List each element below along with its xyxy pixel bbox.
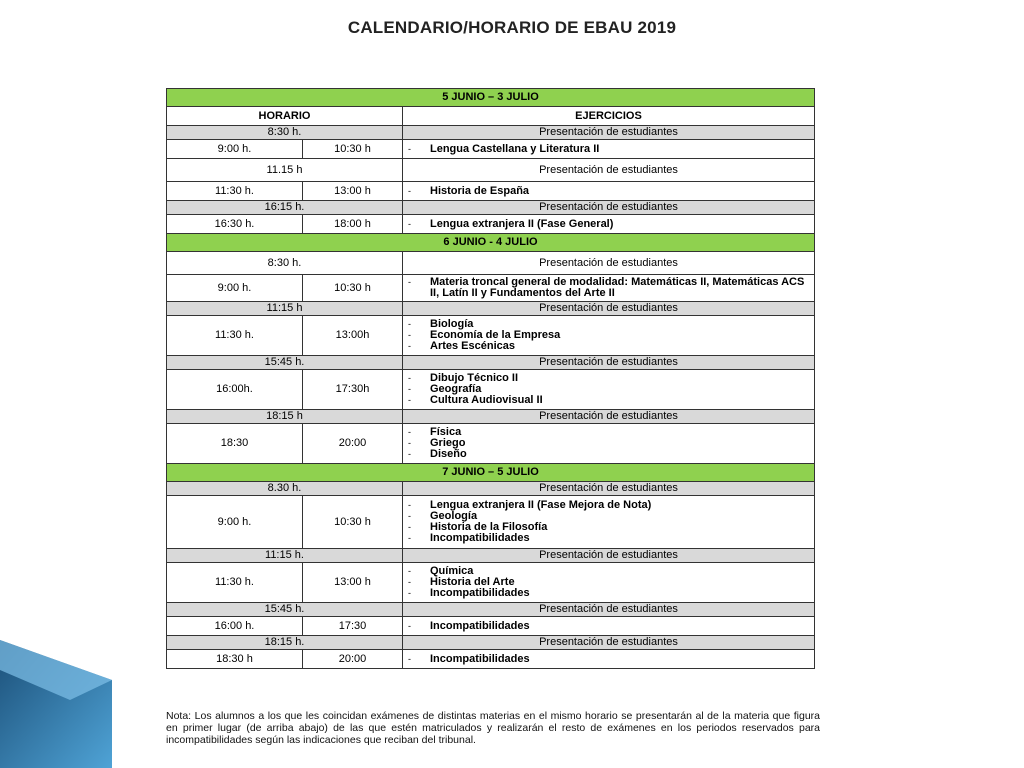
exam-start-time: 16:30 h. (167, 215, 303, 234)
subject-name: Artes Escénicas (430, 340, 515, 352)
bullet-mark: - (408, 577, 411, 587)
presentation-text: Presentación de estudiantes (403, 126, 815, 140)
subject-name: Griego (430, 437, 466, 449)
presentation-row (167, 252, 815, 275)
presentation-text: Presentación de estudiantes (403, 603, 815, 617)
bullet-mark: - (408, 566, 411, 576)
bullet-mark: - (408, 500, 411, 510)
exam-row (167, 370, 815, 410)
presentation-row (167, 159, 815, 182)
exam-subjects (403, 617, 815, 636)
exam-start-time: 11:30 h. (167, 316, 303, 356)
date-header-row (167, 234, 815, 252)
subject-name: Geografía (430, 383, 482, 395)
presentation-time: 11.15 h (167, 159, 403, 182)
presentation-time: 11:15 h (167, 302, 403, 316)
subject-name: Física (430, 426, 462, 438)
subject-name: Diseño (430, 448, 467, 460)
subject-item (406, 395, 811, 406)
bullet-mark: - (408, 588, 411, 598)
exam-start-time: 18:30 (167, 424, 303, 464)
bullet-mark: - (408, 438, 411, 448)
presentation-row (167, 302, 815, 316)
date-header-row (167, 464, 815, 482)
presentation-time: 11:15 h. (167, 549, 403, 563)
presentation-text: Presentación de estudiantes (403, 302, 815, 316)
exam-row (167, 650, 815, 669)
subject-item (406, 427, 811, 438)
horario-header: HORARIO (167, 107, 403, 126)
exam-end-time: 10:30 h (303, 275, 403, 302)
exam-subjects (403, 370, 815, 410)
exam-end-time: 17:30h (303, 370, 403, 410)
exam-row (167, 215, 815, 234)
exam-start-time: 11:30 h. (167, 563, 303, 603)
exam-subjects (403, 650, 815, 669)
subject-item (406, 219, 811, 230)
schedule-body (167, 89, 815, 669)
exam-start-time: 18:30 h (167, 650, 303, 669)
bullet-mark: - (408, 143, 411, 154)
exam-end-time: 17:30 (303, 617, 403, 636)
slide-decoration (0, 600, 112, 768)
exam-end-time: 13:00h (303, 316, 403, 356)
footnote: Nota: Los alumnos a los que les coincidan exámenes de distintas materias en el mismo horario se presentarán al de la materia que figura en primer lugar (de arriba abajo) de las que estén matriculados y realizarán el resto de exámenes en los periodos reservados para incompatibilidades según las indicaciones que reciban del tribunal. (166, 710, 820, 746)
subject-name: Biología (430, 318, 474, 330)
presentation-row (167, 356, 815, 370)
subject-item (406, 654, 811, 665)
bullet-mark: - (408, 427, 411, 437)
bullet-mark: - (408, 653, 411, 664)
exam-end-time: 20:00 (303, 424, 403, 464)
presentation-time: 18:15 h (167, 410, 403, 424)
subject-name: Cultura Audiovisual II (430, 394, 543, 406)
bullet-mark: - (408, 218, 411, 229)
presentation-text: Presentación de estudiantes (403, 356, 815, 370)
exam-row (167, 275, 815, 302)
exam-start-time: 16:00h. (167, 370, 303, 410)
exam-subjects (403, 275, 815, 302)
exam-subjects (403, 316, 815, 356)
subject-name: Materia troncal general de modalidad: Matemáticas II, Matemáticas ACS II, Latín II y Fundamentos del Arte II (430, 276, 805, 299)
subject-name: Incompatibilidades (430, 619, 530, 632)
subject-item (406, 186, 811, 197)
presentation-row (167, 201, 815, 215)
subject-name: Incompatibilidades (430, 652, 530, 665)
date-header: 6 JUNIO - 4 JULIO (167, 234, 815, 252)
subject-item (406, 449, 811, 460)
presentation-text: Presentación de estudiantes (403, 482, 815, 496)
subject-item (406, 341, 811, 352)
exam-start-time: 9:00 h. (167, 275, 303, 302)
bullet-mark: - (408, 522, 411, 532)
presentation-row (167, 482, 815, 496)
exam-subjects (403, 182, 815, 201)
exam-subjects (403, 140, 815, 159)
subject-name: Historia del Arte (430, 576, 515, 588)
bullet-mark: - (408, 395, 411, 405)
exam-subjects (403, 215, 815, 234)
exam-start-time: 11:30 h. (167, 182, 303, 201)
presentation-time: 8.30 h. (167, 482, 403, 496)
presentation-text: Presentación de estudiantes (403, 252, 815, 275)
exam-start-time: 9:00 h. (167, 140, 303, 159)
subject-item (406, 144, 811, 155)
bullet-mark: - (408, 449, 411, 459)
bullet-mark: - (408, 384, 411, 394)
subject-item (406, 621, 811, 632)
exam-end-time: 10:30 h (303, 496, 403, 549)
presentation-text: Presentación de estudiantes (403, 159, 815, 182)
exam-row (167, 496, 815, 549)
subject-name: Lengua extranjera II (Fase Mejora de Nota) (430, 499, 652, 511)
subject-name: Historia de España (430, 184, 530, 197)
exam-end-time: 20:00 (303, 650, 403, 669)
subject-name: Química (430, 565, 474, 577)
exam-end-time: 18:00 h (303, 215, 403, 234)
bullet-mark: - (408, 533, 411, 543)
subject-item (406, 533, 811, 544)
presentation-time: 15:45 h. (167, 356, 403, 370)
presentation-row (167, 126, 815, 140)
bullet-mark: - (408, 511, 411, 521)
exam-end-time: 13:00 h (303, 182, 403, 201)
subject-name: Lengua extranjera II (Fase General) (430, 217, 614, 230)
exam-end-time: 13:00 h (303, 563, 403, 603)
presentation-text: Presentación de estudiantes (403, 636, 815, 650)
ejercicios-header: EJERCICIOS (403, 107, 815, 126)
presentation-time: 15:45 h. (167, 603, 403, 617)
column-header-row (167, 107, 815, 126)
presentation-row (167, 636, 815, 650)
presentation-row (167, 603, 815, 617)
exam-row (167, 617, 815, 636)
exam-row (167, 316, 815, 356)
exam-row (167, 140, 815, 159)
subject-name: Incompatibilidades (430, 532, 530, 544)
subject-item (406, 277, 811, 299)
date-header: 7 JUNIO – 5 JULIO (167, 464, 815, 482)
date-header: 5 JUNIO – 3 JULIO (167, 89, 815, 107)
exam-start-time: 16:00 h. (167, 617, 303, 636)
presentation-time: 16:15 h. (167, 201, 403, 215)
subject-name: Historia de la Filosofía (430, 521, 548, 533)
exam-start-time: 9:00 h. (167, 496, 303, 549)
presentation-text: Presentación de estudiantes (403, 410, 815, 424)
exam-row (167, 563, 815, 603)
bullet-mark: - (408, 620, 411, 631)
bullet-mark: - (408, 330, 411, 340)
exam-row (167, 182, 815, 201)
presentation-text: Presentación de estudiantes (403, 201, 815, 215)
exam-subjects (403, 563, 815, 603)
schedule-table (166, 88, 815, 669)
presentation-row (167, 410, 815, 424)
subject-name: Incompatibilidades (430, 587, 530, 599)
exam-row (167, 424, 815, 464)
subject-name: Economía de la Empresa (430, 329, 561, 341)
presentation-time: 8:30 h. (167, 126, 403, 140)
subject-item (406, 588, 811, 599)
date-header-row (167, 89, 815, 107)
presentation-time: 8:30 h. (167, 252, 403, 275)
presentation-text: Presentación de estudiantes (403, 549, 815, 563)
exam-end-time: 10:30 h (303, 140, 403, 159)
exam-subjects (403, 496, 815, 549)
subject-name: Lengua Castellana y Literatura II (430, 142, 600, 155)
subject-name: Geología (430, 510, 478, 522)
bullet-mark: - (408, 185, 411, 196)
bullet-mark: - (408, 319, 411, 329)
presentation-time: 18:15 h. (167, 636, 403, 650)
bullet-mark: - (408, 277, 411, 287)
bullet-mark: - (408, 341, 411, 351)
exam-subjects (403, 424, 815, 464)
bullet-mark: - (408, 373, 411, 383)
subject-name: Dibujo Técnico II (430, 372, 519, 384)
page-title: CALENDARIO/HORARIO DE EBAU 2019 (347, 18, 677, 37)
presentation-row (167, 549, 815, 563)
